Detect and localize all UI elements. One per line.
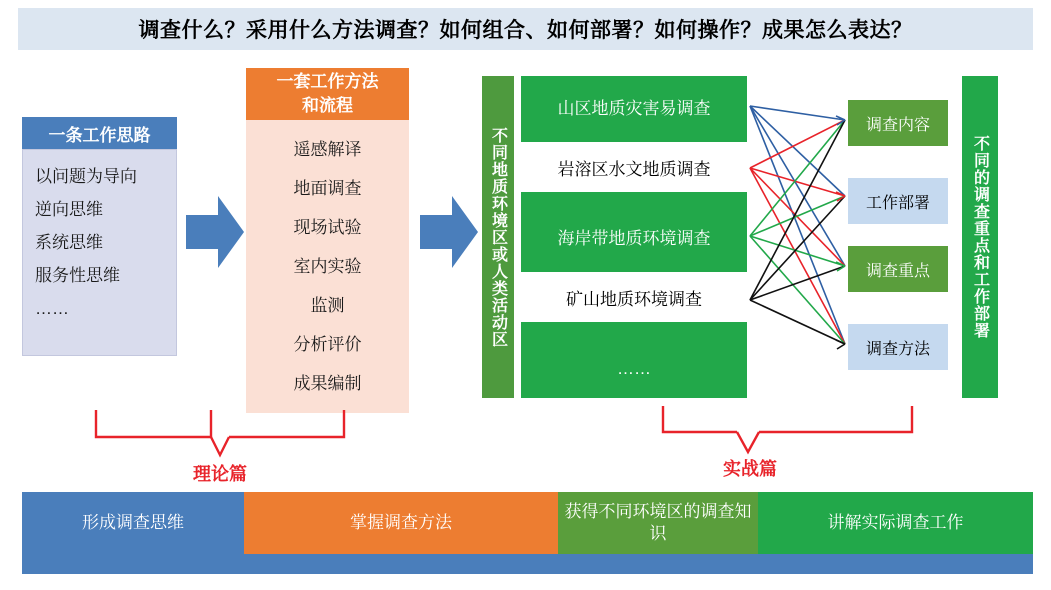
- survey-item: 岩溶区水文地质调查: [521, 142, 747, 192]
- survey-item: ……: [521, 340, 747, 397]
- idea-body: [22, 149, 177, 356]
- method-item: 地面调查: [293, 179, 362, 198]
- brace-caption-theory: 理论篇: [193, 464, 247, 484]
- outcome-item: 工作部署: [848, 178, 948, 224]
- method-header: [246, 68, 409, 120]
- idea-item: 逆向思维: [35, 200, 103, 219]
- method-item: 分析评价: [293, 335, 362, 354]
- method-header-line1: 一套工作方法: [276, 72, 379, 91]
- block-arrow-2: [420, 196, 478, 268]
- bottom-segment: 获得不同环境区的调查知识: [558, 492, 758, 554]
- region-vertical-label: 不同地质环境区或人类活动区: [482, 76, 514, 398]
- method-header-line2: 和流程: [302, 96, 353, 115]
- survey-item: 海岸带地质环境调查: [521, 208, 747, 265]
- idea-header: 一条工作思路: [22, 117, 177, 149]
- survey-item: 山区地质灾害易调查: [521, 78, 747, 135]
- bottom-segment: 形成调查思维: [22, 492, 244, 554]
- bottom-segment: 掌握调查方法: [244, 492, 558, 554]
- idea-item: 系统思维: [35, 233, 103, 252]
- brace-practice: [663, 406, 912, 452]
- brace-caption-practice: 实战篇: [723, 459, 777, 479]
- method-item: 监测: [310, 296, 345, 315]
- outcome-item: 调查方法: [848, 324, 948, 370]
- survey-item: 矿山地质环境调查: [521, 272, 747, 322]
- idea-item: 以问题为导向: [35, 167, 137, 186]
- bottom-segment: 讲解实际调查工作: [758, 492, 1033, 554]
- idea-item: ……: [35, 299, 69, 318]
- idea-item: 服务性思维: [35, 266, 120, 285]
- block-arrow-1: [186, 196, 244, 268]
- outcome-item: 调查重点: [848, 246, 948, 292]
- method-item: 遥感解译: [293, 140, 362, 159]
- method-item: 成果编制: [293, 374, 362, 393]
- brace-theory: [96, 410, 344, 455]
- right-vertical-label: 不同的调查重点和工作部署: [962, 76, 998, 398]
- method-item: 室内实验: [293, 257, 362, 276]
- page-title: 调查什么？采用什么方法调查？如何组合、如何部署？如何操作？成果怎么表达？: [18, 8, 1033, 50]
- method-body: [246, 120, 409, 413]
- method-item: 现场试验: [293, 218, 362, 237]
- outcome-item: 调查内容: [848, 100, 948, 146]
